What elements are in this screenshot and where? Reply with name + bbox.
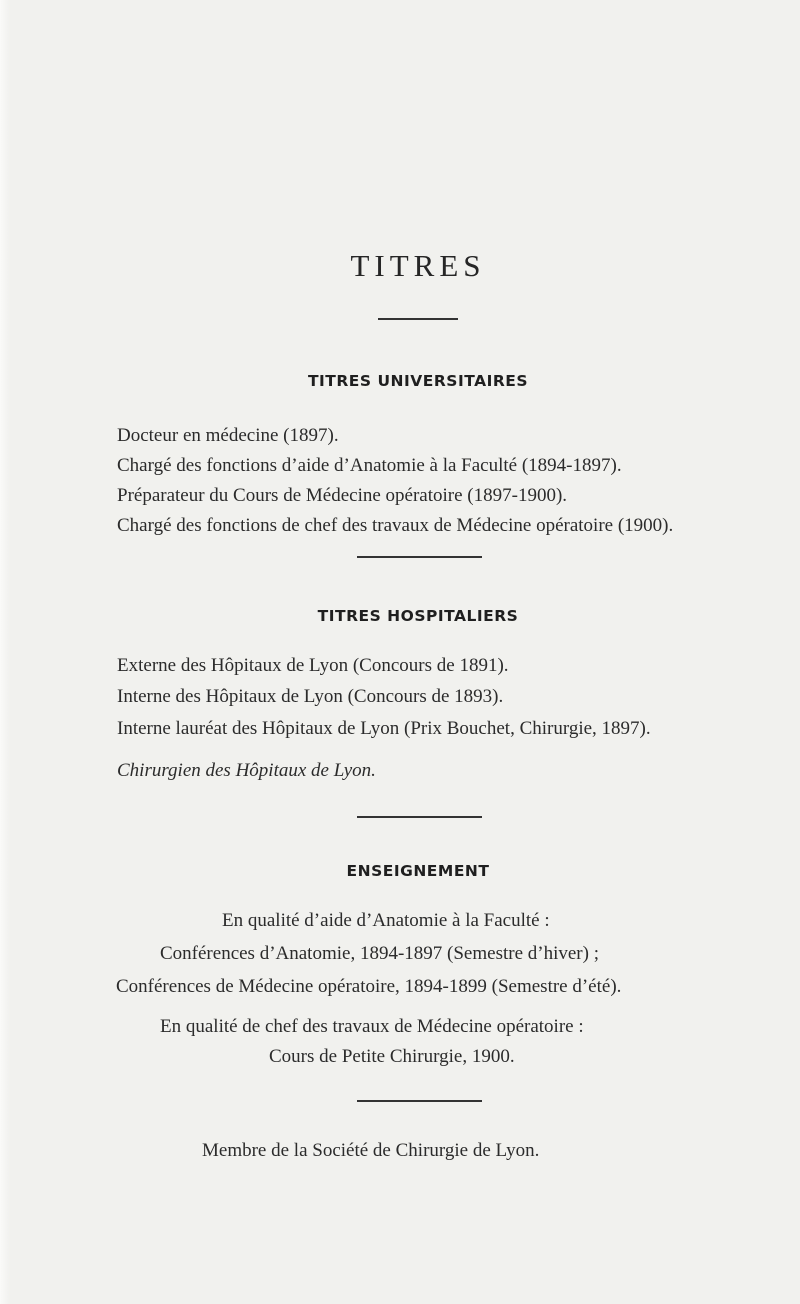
list-item: Chargé des fonctions d’aide d’Anatomie à la Faculté (1894-1897). — [117, 455, 622, 476]
list-item: Cours de Petite Chirurgie, 1900. — [269, 1046, 515, 1067]
list-item-italic: Chirurgien des Hôpitaux de Lyon. — [117, 760, 376, 781]
list-item: Conférences d’Anatomie, 1894-1897 (Semestre d’hiver) ; — [160, 943, 599, 964]
page-edge — [0, 0, 10, 1304]
section-divider — [357, 816, 482, 818]
section-heading-titres-hospitaliers: TITRES HOSPITALIERS — [317, 607, 519, 625]
title-divider — [378, 318, 458, 320]
list-item: Docteur en médecine (1897). — [117, 425, 339, 446]
list-item: Conférences de Médecine opératoire, 1894-1899 (Semestre d’été). — [116, 976, 622, 997]
membership-line: Membre de la Société de Chirurgie de Lyon. — [202, 1140, 540, 1161]
list-item: En qualité d’aide d’Anatomie à la Faculté : — [222, 910, 550, 931]
list-item: Externe des Hôpitaux de Lyon (Concours de 1891). — [117, 655, 509, 676]
list-item: Chargé des fonctions de chef des travaux de Médecine opératoire (1900). — [117, 515, 674, 536]
list-item: Préparateur du Cours de Médecine opératoire (1897-1900). — [117, 485, 568, 506]
section-heading-enseignement: ENSEIGNEMENT — [346, 862, 490, 880]
list-item: Interne des Hôpitaux de Lyon (Concours de 1893). — [117, 686, 504, 707]
section-divider — [357, 556, 482, 558]
list-item: Interne lauréat des Hôpitaux de Lyon (Prix Bouchet, Chirurgie, 1897). — [117, 718, 651, 739]
page-title: TITRES — [350, 248, 486, 283]
section-heading-titres-universitaires: TITRES UNIVERSITAIRES — [307, 372, 529, 390]
list-item: En qualité de chef des travaux de Médecine opératoire : — [160, 1016, 584, 1037]
section-divider — [357, 1100, 482, 1102]
